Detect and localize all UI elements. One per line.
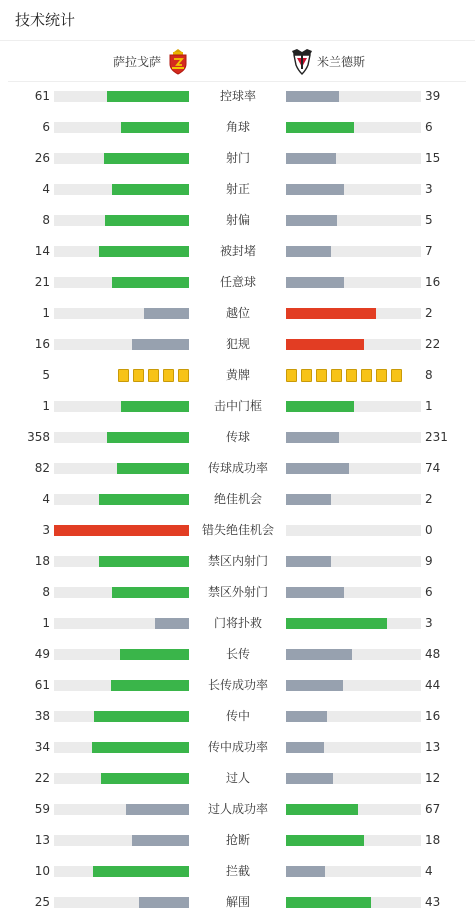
stat-label: 被封堵 [219, 244, 256, 258]
away-bar-track [286, 804, 421, 815]
away-bar-fill [286, 215, 337, 226]
stat-label: 错失绝佳机会 [201, 523, 274, 537]
stat-row [0, 608, 475, 639]
away-bar-track [286, 773, 421, 784]
stat-row [0, 205, 475, 236]
home-value: 1 [42, 616, 50, 630]
away-bar-fill [286, 556, 331, 567]
home-value: 16 [34, 337, 50, 351]
away-bar-track [286, 339, 421, 350]
home-bar-track [54, 184, 189, 195]
stat-row [0, 763, 475, 794]
away-value: 74 [425, 461, 441, 475]
stat-label: 长传成功率 [207, 678, 268, 692]
yellow-card-icon [118, 369, 129, 382]
away-value: 18 [425, 833, 441, 847]
stat-row [0, 453, 475, 484]
home-bar-fill [120, 649, 189, 660]
away-value: 6 [425, 585, 433, 599]
away-bar-track [286, 587, 421, 598]
home-bar-track [54, 618, 189, 629]
home-value: 34 [34, 740, 50, 754]
away-value: 4 [425, 864, 433, 878]
home-value: 61 [34, 678, 50, 692]
away-value: 5 [425, 213, 433, 227]
away-bar-track [286, 835, 421, 846]
home-value: 3 [42, 523, 50, 537]
home-value: 8 [42, 213, 50, 227]
home-bar-track [54, 525, 189, 536]
home-bar-track [54, 277, 189, 288]
home-bar-fill [54, 525, 189, 536]
away-bar-fill [286, 432, 339, 443]
away-value: 8 [425, 368, 433, 382]
yellow-card-icon [376, 369, 387, 382]
away-value: 15 [425, 151, 441, 165]
home-bar-track [54, 339, 189, 350]
away-value: 16 [425, 275, 441, 289]
away-value: 231 [425, 430, 448, 444]
stat-row [0, 143, 475, 174]
away-value: 67 [425, 802, 441, 816]
stat-label: 犯规 [225, 337, 250, 351]
away-value: 16 [425, 709, 441, 723]
away-value: 2 [425, 492, 433, 506]
stat-label: 射偏 [225, 213, 250, 227]
stat-label: 越位 [225, 306, 250, 320]
stat-label: 拦截 [225, 864, 250, 878]
away-bar-track [286, 649, 421, 660]
stat-label: 传球 [225, 430, 250, 444]
home-value: 10 [34, 864, 50, 878]
stat-label: 黄牌 [225, 368, 250, 382]
away-value: 1 [425, 399, 433, 413]
stat-label: 射门 [225, 151, 250, 165]
home-bar-fill [93, 866, 189, 877]
yellow-card-icon [316, 369, 327, 382]
away-value: 13 [425, 740, 441, 754]
stat-label: 传中成功率 [207, 740, 268, 754]
home-bar-fill [132, 835, 189, 846]
away-value: 43 [425, 895, 441, 909]
home-bar-track [54, 308, 189, 319]
away-bar-track [286, 742, 421, 753]
home-value: 18 [34, 554, 50, 568]
away-bar-track [286, 184, 421, 195]
away-bar-fill [286, 897, 371, 908]
yellow-card-icon [163, 369, 174, 382]
home-value: 26 [34, 151, 50, 165]
stat-row [0, 825, 475, 856]
away-value: 6 [425, 120, 433, 134]
away-value: 39 [425, 89, 441, 103]
stat-row [0, 670, 475, 701]
home-value: 4 [42, 492, 50, 506]
home-team-name: 萨拉戈萨 [113, 55, 162, 69]
stat-row [0, 391, 475, 422]
home-bar-track [54, 463, 189, 474]
away-value: 48 [425, 647, 441, 661]
home-bar-track [54, 401, 189, 412]
away-bar-track [286, 308, 421, 319]
away-bar-fill [286, 866, 325, 877]
stat-row [0, 794, 475, 825]
home-bar-track [54, 91, 189, 102]
away-value: 44 [425, 678, 441, 692]
title-divider [0, 40, 475, 41]
away-bar-track [286, 866, 421, 877]
away-bar-track [286, 711, 421, 722]
home-value: 13 [34, 833, 50, 847]
home-bar-fill [121, 401, 189, 412]
stat-label: 控球率 [219, 89, 256, 103]
home-bar-fill [101, 773, 189, 784]
home-bar-track [54, 835, 189, 846]
stat-label: 解围 [225, 895, 250, 909]
away-bar-fill [286, 494, 331, 505]
stat-row [0, 546, 475, 577]
away-bar-fill [286, 463, 349, 474]
mirandes-crest-icon [291, 49, 313, 75]
away-bar-fill [286, 711, 327, 722]
away-bar-fill [286, 401, 354, 412]
home-bar-track [54, 122, 189, 133]
away-bar-track [286, 215, 421, 226]
home-value: 49 [34, 647, 50, 661]
home-bar-track [54, 587, 189, 598]
stat-row [0, 577, 475, 608]
home-bar-fill [132, 339, 189, 350]
home-value: 4 [42, 182, 50, 196]
yellow-card-icon [301, 369, 312, 382]
away-yellow-cards [286, 369, 406, 382]
stat-label: 长传 [225, 647, 250, 661]
away-bar-track [286, 153, 421, 164]
away-bar-track [286, 122, 421, 133]
away-bar-fill [286, 618, 387, 629]
home-value: 38 [34, 709, 50, 723]
away-bar-track [286, 618, 421, 629]
teams-header [8, 42, 466, 82]
home-value: 6 [42, 120, 50, 134]
home-value: 5 [42, 368, 50, 382]
home-value: 25 [34, 895, 50, 909]
yellow-card-icon [346, 369, 357, 382]
stat-row [0, 732, 475, 763]
stat-label: 角球 [225, 120, 250, 134]
home-bar-fill [92, 742, 189, 753]
stat-row [0, 360, 475, 391]
home-bar-track [54, 680, 189, 691]
home-bar-fill [112, 587, 189, 598]
away-value: 2 [425, 306, 433, 320]
stat-row [0, 81, 475, 112]
away-team[interactable] [291, 42, 365, 81]
home-bar-fill [112, 184, 189, 195]
away-value: 9 [425, 554, 433, 568]
home-bar-fill [112, 277, 189, 288]
away-bar-fill [286, 91, 339, 102]
home-value: 61 [34, 89, 50, 103]
away-bar-fill [286, 308, 376, 319]
home-bar-track [54, 649, 189, 660]
stat-row [0, 639, 475, 670]
away-bar-track [286, 525, 421, 536]
stat-row [0, 484, 475, 515]
stat-label: 门将扑救 [213, 616, 262, 630]
home-bar-fill [111, 680, 189, 691]
stat-label: 抢断 [225, 833, 250, 847]
away-bar-track [286, 277, 421, 288]
away-bar-track [286, 897, 421, 908]
stat-row [0, 298, 475, 329]
away-bar-track [286, 246, 421, 257]
away-bar-fill [286, 804, 358, 815]
away-value: 3 [425, 182, 433, 196]
stat-row [0, 236, 475, 267]
stat-label: 绝佳机会 [213, 492, 262, 506]
stat-row [0, 112, 475, 143]
away-bar-fill [286, 277, 344, 288]
away-bar-fill [286, 649, 352, 660]
yellow-card-icon [178, 369, 189, 382]
stat-label: 传中 [225, 709, 250, 723]
yellow-card-icon [148, 369, 159, 382]
away-bar-track [286, 494, 421, 505]
away-bar-track [286, 680, 421, 691]
away-bar-track [286, 556, 421, 567]
home-bar-fill [99, 494, 189, 505]
home-bar-track [54, 215, 189, 226]
home-bar-track [54, 556, 189, 567]
yellow-card-icon [133, 369, 144, 382]
away-bar-fill [286, 184, 344, 195]
home-value: 1 [42, 306, 50, 320]
home-bar-fill [155, 618, 189, 629]
home-bar-fill [144, 308, 189, 319]
stat-row [0, 701, 475, 732]
page-title: 技术统计 [15, 11, 76, 29]
home-value: 8 [42, 585, 50, 599]
away-value: 12 [425, 771, 441, 785]
stat-row [0, 856, 475, 887]
stat-label: 禁区内射门 [207, 554, 268, 568]
yellow-card-icon [331, 369, 342, 382]
away-bar-track [286, 463, 421, 474]
away-value: 7 [425, 244, 433, 258]
home-value: 14 [34, 244, 50, 258]
home-value: 59 [34, 802, 50, 816]
home-value: 21 [34, 275, 50, 289]
away-bar-fill [286, 339, 364, 350]
stat-label: 击中门框 [213, 399, 262, 413]
away-value: 0 [425, 523, 433, 537]
away-bar-track [286, 401, 421, 412]
stat-row [0, 329, 475, 360]
stat-row [0, 887, 475, 918]
home-bar-track [54, 773, 189, 784]
home-bar-track [54, 804, 189, 815]
yellow-card-icon [391, 369, 402, 382]
home-bar-fill [107, 432, 189, 443]
yellow-card-icon [361, 369, 372, 382]
home-value: 82 [34, 461, 50, 475]
stat-label: 过人成功率 [207, 802, 268, 816]
stat-row [0, 174, 475, 205]
away-bar-fill [286, 246, 331, 257]
home-yellow-cards [114, 369, 189, 382]
stat-row [0, 515, 475, 546]
away-team-name: 米兰德斯 [317, 55, 366, 69]
home-value: 1 [42, 399, 50, 413]
home-bar-track [54, 711, 189, 722]
home-bar-track [54, 494, 189, 505]
stat-label: 任意球 [219, 275, 256, 289]
away-bar-fill [286, 680, 343, 691]
home-bar-track [54, 432, 189, 443]
home-bar-track [54, 866, 189, 877]
home-bar-fill [104, 153, 189, 164]
home-bar-fill [107, 91, 189, 102]
stat-row [0, 267, 475, 298]
home-bar-track [54, 742, 189, 753]
away-bar-fill [286, 122, 354, 133]
away-bar-fill [286, 742, 324, 753]
home-value: 358 [27, 430, 50, 444]
home-team[interactable] [113, 42, 189, 81]
home-bar-fill [105, 215, 189, 226]
stat-label: 过人 [225, 771, 250, 785]
stat-label: 射正 [225, 182, 250, 196]
home-value: 22 [34, 771, 50, 785]
home-bar-track [54, 897, 189, 908]
home-bar-track [54, 246, 189, 257]
away-bar-track [286, 432, 421, 443]
away-bar-fill [286, 773, 333, 784]
stat-label: 禁区外射门 [207, 585, 268, 599]
yellow-card-icon [286, 369, 297, 382]
away-value: 22 [425, 337, 441, 351]
home-bar-fill [117, 463, 189, 474]
home-bar-fill [126, 804, 189, 815]
zaragoza-crest-icon [167, 49, 189, 75]
home-bar-fill [99, 246, 189, 257]
away-bar-track [286, 91, 421, 102]
stat-row [0, 422, 475, 453]
stat-label: 传球成功率 [207, 461, 268, 475]
home-bar-track [54, 153, 189, 164]
away-value: 3 [425, 616, 433, 630]
away-bar-fill [286, 153, 336, 164]
home-bar-fill [99, 556, 189, 567]
away-bar-fill [286, 587, 344, 598]
away-bar-fill [286, 835, 364, 846]
home-bar-fill [94, 711, 189, 722]
home-bar-fill [139, 897, 189, 908]
stats-list [0, 81, 475, 918]
home-bar-fill [121, 122, 189, 133]
